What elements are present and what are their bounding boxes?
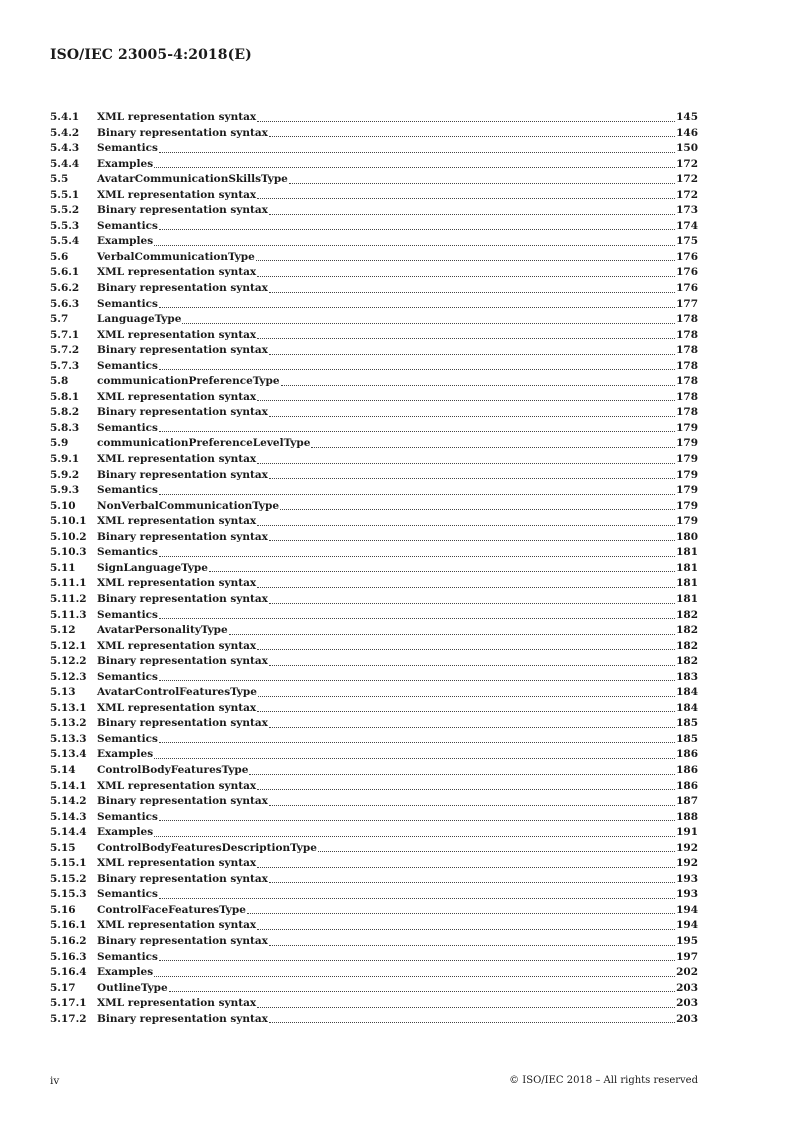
toc-entry-page: 177	[676, 297, 698, 310]
toc-entry-number: 5.11.2	[50, 592, 87, 605]
toc-entry-number: 5.5.2	[50, 204, 80, 217]
toc-entry-number: 5.15.3	[50, 888, 87, 901]
toc-leader-dots	[269, 415, 675, 417]
toc-entry[interactable]	[50, 514, 698, 530]
toc-entry[interactable]	[50, 468, 698, 484]
toc-entry-title: Semantics	[97, 670, 158, 683]
toc-entry-number: 5.7.2	[50, 344, 80, 357]
toc-entry-number: 5.10.2	[50, 530, 87, 543]
toc-entry-number: 5.13.2	[50, 717, 87, 730]
toc-entry-number: 5.17.2	[50, 1012, 87, 1025]
toc-entry-title: ControlFaceFeaturesType	[97, 903, 246, 916]
toc-entry-title: Binary representation syntax	[97, 592, 268, 605]
toc-entry-title: XML representation syntax	[97, 701, 257, 714]
toc-leader-dots	[269, 804, 675, 806]
toc-entry-page: 172	[676, 188, 698, 201]
toc-leader-dots	[159, 493, 675, 495]
toc-entry[interactable]	[50, 747, 698, 763]
toc-entry[interactable]	[50, 328, 698, 344]
toc-entry-page: 203	[676, 981, 698, 994]
toc-entry-number: 5.5.4	[50, 235, 80, 248]
toc-entry[interactable]	[50, 996, 698, 1012]
toc-entry-number: 5.12.2	[50, 655, 87, 668]
toc-leader-dots	[269, 944, 675, 946]
toc-entry-number: 5.14.4	[50, 826, 87, 839]
toc-entry-number: 5.9.1	[50, 453, 80, 466]
toc-entry-number: 5.10.1	[50, 515, 87, 528]
toc-entry-page: 184	[676, 686, 698, 699]
toc-entry-title: AvatarPersonalityType	[97, 624, 228, 637]
toc-entry[interactable]	[50, 654, 698, 670]
toc-entry-number: 5.14	[50, 763, 76, 776]
toc-entry-number: 5.6.3	[50, 297, 80, 310]
toc-leader-dots	[257, 788, 675, 790]
toc-entry-page: 186	[676, 748, 698, 761]
toc-entry-number: 5.13.4	[50, 748, 87, 761]
toc-entry-page: 187	[676, 795, 698, 808]
toc-entry[interactable]	[50, 981, 698, 997]
toc-entry-title: Semantics	[97, 608, 158, 621]
toc-entry-number: 5.11.1	[50, 577, 87, 590]
toc-entry[interactable]	[50, 126, 698, 142]
toc-entry-page: 185	[676, 717, 698, 730]
toc-entry-page: 182	[676, 639, 698, 652]
toc-entry[interactable]	[50, 623, 698, 639]
toc-leader-dots	[159, 368, 675, 370]
toc-entry[interactable]	[50, 965, 698, 981]
toc-entry[interactable]	[50, 545, 698, 561]
toc-entry-title: communicationPreferenceLevelType	[97, 437, 311, 450]
toc-entry-page: 181	[676, 561, 698, 574]
toc-entry-page: 181	[676, 592, 698, 605]
toc-entry-title: Binary representation syntax	[97, 795, 268, 808]
toc-leader-dots	[182, 322, 675, 324]
toc-entry[interactable]	[50, 374, 698, 390]
toc-entry-page: 184	[676, 701, 698, 714]
toc-entry-title: Examples	[97, 748, 154, 761]
toc-leader-dots	[318, 850, 675, 852]
toc-entry-title: ControlBodyFeaturesDescriptionType	[97, 841, 317, 854]
toc-entry[interactable]	[50, 530, 698, 546]
toc-entry-page: 178	[676, 313, 698, 326]
toc-entry-number: 5.4.4	[50, 157, 80, 170]
toc-entry[interactable]	[50, 405, 698, 421]
toc-leader-dots	[257, 648, 675, 650]
toc-entry-page: 191	[676, 826, 698, 839]
toc-entry-title: Binary representation syntax	[97, 655, 268, 668]
toc-leader-dots	[257, 928, 675, 930]
toc-entry[interactable]	[50, 608, 698, 624]
toc-entry-page: 182	[676, 655, 698, 668]
toc-entry-page: 178	[676, 375, 698, 388]
toc-entry-number: 5.14.3	[50, 810, 87, 823]
toc-entry-number: 5.7.1	[50, 328, 80, 341]
toc-entry-page: 179	[676, 499, 698, 512]
toc-leader-dots	[269, 664, 675, 666]
toc-entry[interactable]	[50, 872, 698, 888]
toc-entry-page: 192	[676, 857, 698, 870]
toc-entry-number: 5.14.1	[50, 779, 87, 792]
toc-leader-dots	[257, 1006, 675, 1008]
toc-entry[interactable]	[50, 297, 698, 313]
toc-entry-page: 178	[676, 328, 698, 341]
toc-entry-number: 5.8.1	[50, 390, 80, 403]
toc-entry-number: 5.16.2	[50, 934, 87, 947]
toc-leader-dots	[269, 1021, 675, 1023]
toc-entry[interactable]	[50, 918, 698, 934]
toc-leader-dots	[269, 213, 675, 215]
toc-entry[interactable]	[50, 234, 698, 250]
toc-entry-number: 5.15.2	[50, 872, 87, 885]
toc-entry[interactable]	[50, 825, 698, 841]
toc-entry[interactable]	[50, 670, 698, 686]
toc-entry-title: XML representation syntax	[97, 188, 257, 201]
toc-entry-title: VerbalCommunicationType	[97, 250, 255, 263]
toc-entry-page: 186	[676, 779, 698, 792]
toc-entry-number: 5.17	[50, 981, 76, 994]
toc-entry-number: 5.10	[50, 499, 76, 512]
toc-entry[interactable]	[50, 950, 698, 966]
toc-entry-number: 5.6	[50, 250, 69, 263]
toc-entry-title: XML representation syntax	[97, 515, 257, 528]
toc-entry-title: Semantics	[97, 359, 158, 372]
toc-entry-title: Semantics	[97, 810, 158, 823]
toc-entry-title: XML representation syntax	[97, 111, 257, 123]
toc-entry-number: 5.16	[50, 903, 76, 916]
toc-entry[interactable]	[50, 701, 698, 717]
toc-entry[interactable]	[50, 219, 698, 235]
toc-leader-dots	[257, 197, 675, 199]
toc-entry-page: 183	[676, 670, 698, 683]
toc-entry-number: 5.5.1	[50, 188, 80, 201]
toc-entry-page: 193	[676, 888, 698, 901]
toc-entry-page: 173	[676, 204, 698, 217]
toc-entry-title: Semantics	[97, 297, 158, 310]
toc-entry-page: 202	[676, 966, 698, 979]
toc-entry-number: 5.16.1	[50, 919, 87, 932]
table-of-contents	[50, 110, 698, 1027]
toc-entry[interactable]	[50, 592, 698, 608]
toc-entry-page: 174	[676, 219, 698, 232]
toc-leader-dots	[247, 912, 675, 914]
toc-leader-dots	[269, 135, 675, 137]
toc-entry-title: LanguageType	[97, 313, 182, 326]
toc-entry[interactable]	[50, 887, 698, 903]
toc-entry-title: Binary representation syntax	[97, 934, 268, 947]
toc-entry-title: Binary representation syntax	[97, 282, 268, 295]
toc-entry-page: 181	[676, 546, 698, 559]
toc-entry-title: Examples	[97, 157, 154, 170]
toc-leader-dots	[159, 897, 675, 899]
page-number: iv	[50, 1075, 60, 1087]
toc-entry-number: 5.5.3	[50, 219, 80, 232]
toc-leader-dots	[159, 306, 675, 308]
toc-leader-dots	[257, 120, 675, 122]
toc-entry-page: 179	[676, 484, 698, 497]
toc-entry-number: 5.12.3	[50, 670, 87, 683]
toc-leader-dots	[269, 726, 675, 728]
toc-entry-number: 5.15	[50, 841, 76, 854]
toc-entry-page: 180	[676, 530, 698, 543]
toc-entry-number: 5.9	[50, 437, 69, 450]
toc-entry[interactable]	[50, 841, 698, 857]
toc-leader-dots	[289, 182, 675, 184]
toc-entry-number: 5.4.3	[50, 142, 80, 155]
toc-leader-dots	[257, 399, 675, 401]
toc-entry-number: 5.7	[50, 313, 69, 326]
toc-entry[interactable]	[50, 312, 698, 328]
toc-leader-dots	[169, 990, 675, 992]
toc-entry-title: AvatarControlFeaturesType	[97, 686, 257, 699]
toc-entry-page: 145	[676, 111, 698, 123]
toc-leader-dots	[311, 446, 675, 448]
toc-leader-dots	[159, 819, 675, 821]
toc-entry-title: Examples	[97, 235, 154, 248]
toc-entry-page: 179	[676, 421, 698, 434]
toc-entry-number: 5.5	[50, 173, 69, 186]
toc-entry-title: Semantics	[97, 888, 158, 901]
toc-entry-page: 192	[676, 841, 698, 854]
toc-entry-title: XML representation syntax	[97, 266, 257, 279]
toc-entry-number: 5.11	[50, 561, 76, 574]
toc-leader-dots	[257, 275, 675, 277]
toc-entry-title: SignLanguageType	[97, 561, 208, 574]
toc-entry-title: Binary representation syntax	[97, 204, 268, 217]
toc-leader-dots	[269, 477, 675, 479]
toc-entry[interactable]	[50, 499, 698, 515]
toc-entry-title: Semantics	[97, 950, 158, 963]
toc-entry-page: 176	[676, 250, 698, 263]
toc-entry[interactable]	[50, 452, 698, 468]
toc-entry[interactable]	[50, 436, 698, 452]
toc-leader-dots	[159, 617, 675, 619]
toc-entry-title: AvatarCommunicationSkillsType	[97, 173, 288, 186]
toc-entry[interactable]	[50, 265, 698, 281]
toc-entry-title: Semantics	[97, 421, 158, 434]
toc-entry-number: 5.13.3	[50, 732, 87, 745]
toc-entry[interactable]	[50, 810, 698, 826]
toc-leader-dots	[159, 228, 675, 230]
toc-entry[interactable]	[50, 639, 698, 655]
toc-entry-title: Binary representation syntax	[97, 344, 268, 357]
toc-entry-page: 194	[676, 903, 698, 916]
toc-entry-page: 146	[676, 126, 698, 139]
toc-entry[interactable]	[50, 421, 698, 437]
toc-leader-dots	[154, 757, 675, 759]
toc-entry[interactable]	[50, 141, 698, 157]
toc-entry-page: 172	[676, 157, 698, 170]
toc-entry-title: Binary representation syntax	[97, 406, 268, 419]
toc-leader-dots	[159, 679, 675, 681]
toc-entry[interactable]	[50, 390, 698, 406]
toc-entry-number: 5.8	[50, 375, 69, 388]
toc-leader-dots	[258, 695, 675, 697]
toc-entry-page: 178	[676, 406, 698, 419]
toc-entry-page: 193	[676, 872, 698, 885]
toc-entry[interactable]	[50, 483, 698, 499]
toc-entry[interactable]	[50, 794, 698, 810]
toc-entry-page: 195	[676, 934, 698, 947]
toc-entry-page: 178	[676, 359, 698, 372]
toc-entry[interactable]	[50, 157, 698, 173]
toc-entry[interactable]	[50, 281, 698, 297]
toc-leader-dots	[159, 151, 675, 153]
toc-entry-title: XML representation syntax	[97, 997, 257, 1010]
toc-entry-page: 178	[676, 344, 698, 357]
toc-entry-number: 5.12	[50, 624, 76, 637]
toc-entry-page: 203	[676, 1012, 698, 1025]
toc-leader-dots	[249, 773, 675, 775]
toc-entry-number: 5.13	[50, 686, 76, 699]
toc-entry[interactable]	[50, 561, 698, 577]
toc-entry-page: 179	[676, 437, 698, 450]
toc-entry-number: 5.12.1	[50, 639, 87, 652]
toc-leader-dots	[154, 166, 675, 168]
toc-entry-page: 188	[676, 810, 698, 823]
toc-entry-title: Semantics	[97, 142, 158, 155]
toc-leader-dots	[159, 555, 675, 557]
toc-entry-page: 175	[676, 235, 698, 248]
toc-entry-page: 182	[676, 608, 698, 621]
toc-leader-dots	[154, 975, 675, 977]
toc-leader-dots	[269, 353, 675, 355]
toc-entry-title: Semantics	[97, 732, 158, 745]
toc-entry[interactable]	[50, 1012, 698, 1028]
toc-entry-title: XML representation syntax	[97, 390, 257, 403]
toc-entry[interactable]	[50, 250, 698, 266]
toc-entry-number: 5.9.3	[50, 484, 80, 497]
toc-entry-page: 197	[676, 950, 698, 963]
toc-leader-dots	[229, 633, 675, 635]
toc-leader-dots	[159, 959, 675, 961]
toc-entry-number: 5.11.3	[50, 608, 87, 621]
toc-entry[interactable]	[50, 359, 698, 375]
toc-leader-dots	[154, 244, 675, 246]
toc-entry[interactable]	[50, 763, 698, 779]
toc-entry[interactable]	[50, 716, 698, 732]
toc-entry[interactable]	[50, 856, 698, 872]
toc-entry-page: 179	[676, 515, 698, 528]
toc-entry-number: 5.7.3	[50, 359, 80, 372]
toc-entry-title: Examples	[97, 966, 154, 979]
toc-entry-number: 5.8.2	[50, 406, 80, 419]
toc-entry-page: 176	[676, 266, 698, 279]
toc-leader-dots	[257, 337, 675, 339]
toc-entry-page: 185	[676, 732, 698, 745]
toc-leader-dots	[269, 881, 675, 883]
toc-leader-dots	[159, 430, 675, 432]
toc-entry-number: 5.15.1	[50, 857, 87, 870]
toc-entry-title: Binary representation syntax	[97, 530, 268, 543]
toc-entry-number: 5.16.3	[50, 950, 87, 963]
toc-entry[interactable]	[50, 732, 698, 748]
toc-leader-dots	[257, 462, 675, 464]
toc-entry-title: Semantics	[97, 546, 158, 559]
toc-entry-number: 5.4.2	[50, 126, 80, 139]
toc-entry-title: NonVerbalCommunicationType	[97, 499, 280, 512]
toc-entry-page: 150	[676, 142, 698, 155]
toc-entry-title: Binary representation syntax	[97, 872, 268, 885]
toc-entry-number: 5.13.1	[50, 701, 87, 714]
toc-entry-number: 5.16.4	[50, 966, 87, 979]
toc-entry-page: 194	[676, 919, 698, 932]
toc-entry-title: XML representation syntax	[97, 577, 257, 590]
toc-entry-number: 5.8.3	[50, 421, 80, 434]
toc-entry[interactable]	[50, 110, 698, 126]
toc-entry-page: 172	[676, 173, 698, 186]
toc-entry[interactable]	[50, 343, 698, 359]
toc-entry-page: 179	[676, 453, 698, 466]
toc-entry-title: Binary representation syntax	[97, 126, 268, 139]
toc-entry[interactable]	[50, 934, 698, 950]
toc-leader-dots	[281, 384, 676, 386]
toc-leader-dots	[280, 508, 675, 510]
toc-entry-title: Semantics	[97, 484, 158, 497]
toc-leader-dots	[269, 602, 675, 604]
toc-entry[interactable]	[50, 576, 698, 592]
toc-leader-dots	[257, 524, 675, 526]
toc-entry-number: 5.10.3	[50, 546, 87, 559]
toc-entry-number: 5.14.2	[50, 795, 87, 808]
toc-entry[interactable]	[50, 203, 698, 219]
toc-entry-title: XML representation syntax	[97, 453, 257, 466]
toc-entry-number: 5.4.1	[50, 111, 80, 123]
toc-entry-title: ControlBodyFeaturesType	[97, 763, 249, 776]
toc-entry-page: 179	[676, 468, 698, 481]
toc-entry-title: Semantics	[97, 219, 158, 232]
toc-entry-page: 178	[676, 390, 698, 403]
toc-leader-dots	[209, 570, 675, 572]
toc-leader-dots	[257, 586, 675, 588]
toc-entry-number: 5.6.1	[50, 266, 80, 279]
toc-entry-title: Binary representation syntax	[97, 468, 268, 481]
toc-entry-page: 181	[676, 577, 698, 590]
toc-entry-page: 186	[676, 763, 698, 776]
toc-entry[interactable]	[50, 779, 698, 795]
document-header: ISO/IEC 23005-4:2018(E)	[50, 47, 252, 63]
toc-entry-number: 5.9.2	[50, 468, 80, 481]
toc-entry[interactable]	[50, 188, 698, 204]
toc-entry-page: 182	[676, 624, 698, 637]
toc-entry[interactable]	[50, 685, 698, 701]
toc-entry-title: XML representation syntax	[97, 779, 257, 792]
toc-entry-title: XML representation syntax	[97, 857, 257, 870]
toc-leader-dots	[269, 539, 675, 541]
toc-entry-title: Examples	[97, 826, 154, 839]
toc-entry-page: 176	[676, 282, 698, 295]
toc-entry[interactable]	[50, 172, 698, 188]
toc-leader-dots	[269, 291, 675, 293]
toc-leader-dots	[257, 866, 675, 868]
toc-entry-title: Binary representation syntax	[97, 717, 268, 730]
toc-entry-title: XML representation syntax	[97, 328, 257, 341]
toc-leader-dots	[154, 835, 675, 837]
toc-entry-number: 5.6.2	[50, 282, 80, 295]
toc-entry[interactable]	[50, 903, 698, 919]
toc-entry-title: Binary representation syntax	[97, 1012, 268, 1025]
toc-entry-title: communicationPreferenceType	[97, 375, 280, 388]
toc-entry-number: 5.17.1	[50, 997, 87, 1010]
toc-entry-title: XML representation syntax	[97, 639, 257, 652]
toc-entry-page: 203	[676, 997, 698, 1010]
toc-leader-dots	[159, 741, 675, 743]
toc-leader-dots	[257, 710, 675, 712]
toc-entry-title: OutlineType	[97, 981, 168, 994]
copyright-notice: © ISO/IEC 2018 – All rights reserved	[509, 1075, 698, 1086]
toc-leader-dots	[256, 259, 675, 261]
toc-entry-title: XML representation syntax	[97, 919, 257, 932]
